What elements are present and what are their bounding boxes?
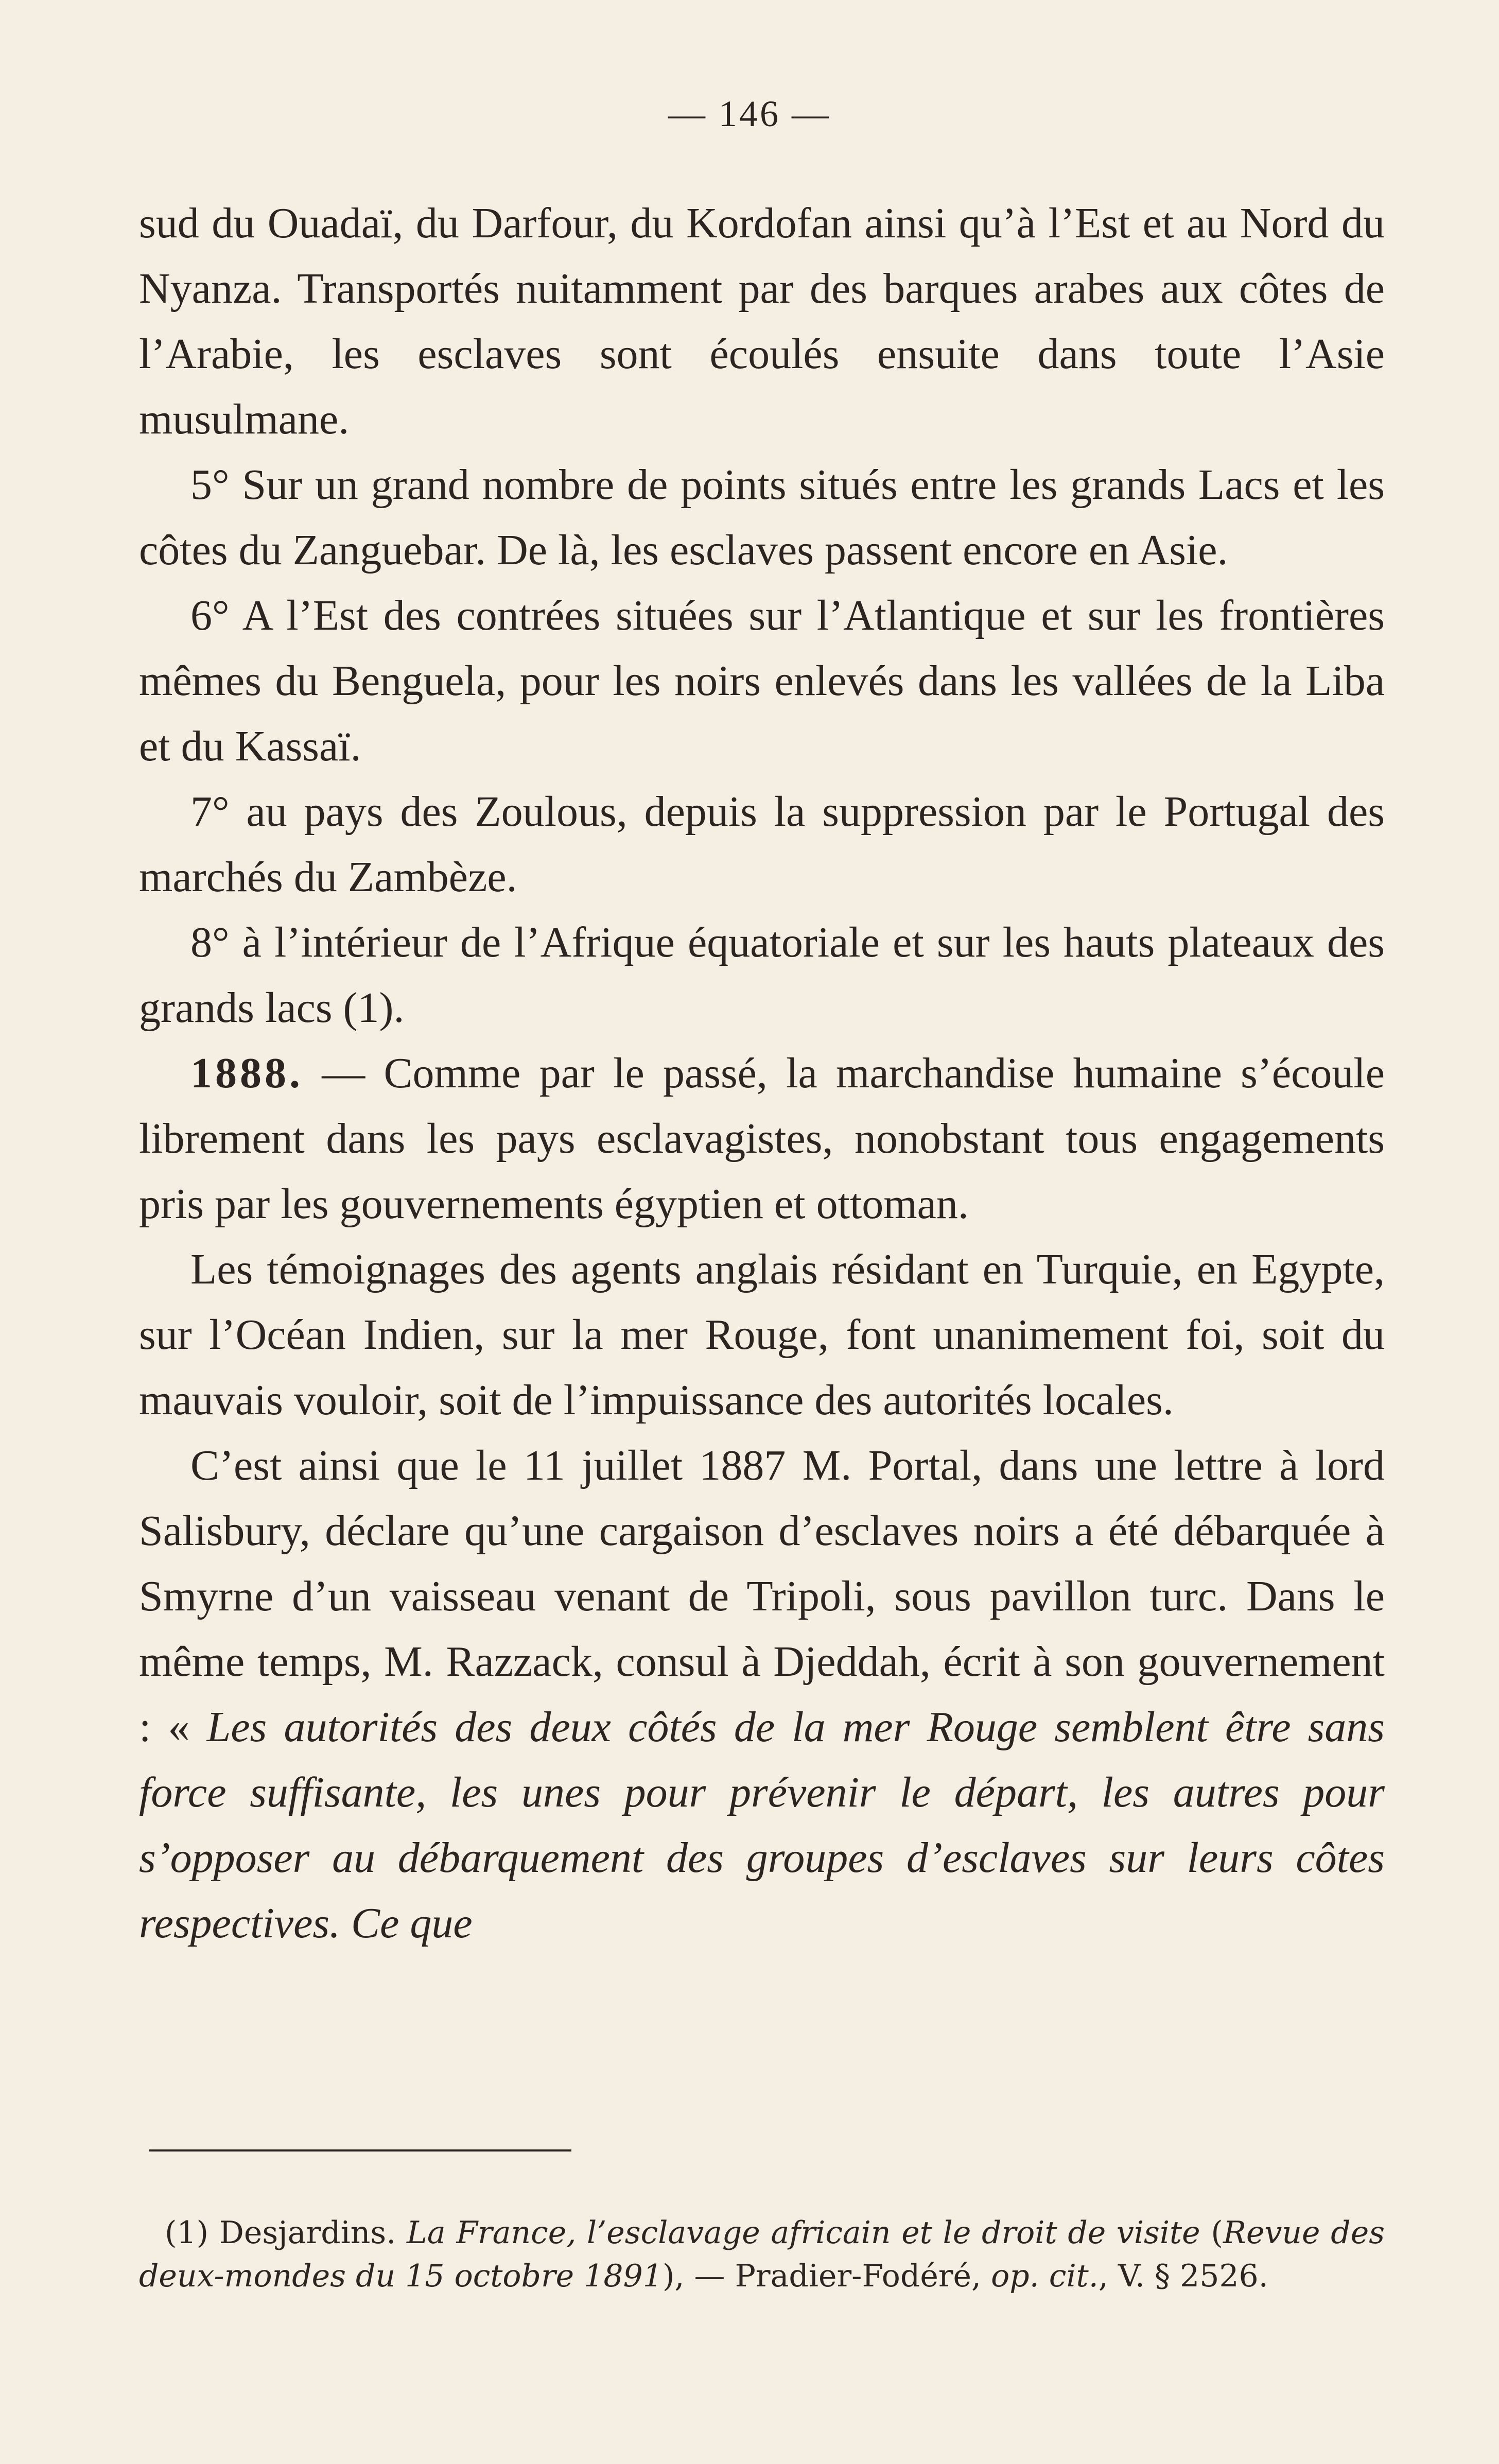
paragraph-3: 6° A l’Est des contrées situées sur l’Atlantique et sur les frontières mêmes du Benguela, pour les noirs enlevés dans les vallées de la Liba et du Kassaï. — [139, 592, 1385, 770]
paragraph-1: sud du Ouadaï, du Darfour, du Kordofan ainsi qu’à l’Est et au Nord du Nyanza. Transportés nuitamment par des barques arabes aux côtes de l’Arabie, les esclaves sont écoulés ensuite dans toute l’Asie musulmane. — [139, 199, 1385, 443]
body-text — [139, 190, 1385, 1956]
paragraph-6 — [139, 1040, 1385, 1237]
paragraph-8-quote: Les autorités des deux côtés de la mer Rouge semblent être sans force suffisante, les unes pour prévenir le départ, les autres pour s’opposer au débarquement des groupes d’esclaves sur leurs côtes respectives. Ce que — [139, 1703, 1385, 1947]
page-number: — 146 — — [668, 93, 831, 134]
footnote-prefix: (1) Desjardins. — [165, 2215, 407, 2251]
footnote-middle: ( — [1200, 2215, 1223, 2251]
paragraph-5: 8° à l’intérieur de l’Afrique équatoriale et sur les hauts plateaux des grands lacs (1). — [139, 918, 1385, 1032]
paragraph-8 — [139, 1433, 1385, 1956]
footnote-title: La France, l’esclavage africain et le droit de visite — [407, 2215, 1200, 2251]
footnote — [139, 2211, 1385, 2298]
paragraph-2: 5° Sur un grand nombre de points situés entre les grands Lacs et les côtes du Zanguebar. De là, les esclaves passent encore en Asie. — [139, 461, 1385, 574]
footnote-end: , V. § 2526. — [1098, 2258, 1268, 2294]
paragraph-4: 7° au pays des Zoulous, depuis la suppression par le Portugal des marchés du Zambèze. — [139, 788, 1385, 901]
paragraph-6-text: — Comme par le passé, la marchandise humaine s’écoule librement dans les pays esclavagistes, nonobstant tous engagements pris par les gouvernements égyptien et ottoman. — [139, 1049, 1385, 1228]
paragraph-7: Les témoignages des agents anglais résidant en Turquie, en Egypte, sur l’Océan Indien, sur la mer Rouge, font unanimement foi, soit du mauvais vouloir, soit de l’impuissance des autorités locales. — [139, 1245, 1385, 1424]
footnote-suffix: ), — Pradier-Fodéré, — [662, 2258, 991, 2294]
paragraph-8-text: C’est ainsi que le 11 juillet 1887 M. Portal, dans une lettre à lord Salisbury, déclare qu’une cargaison d’esclaves noirs a été débarquée à Smyrne d’un vaisseau venant de Tripoli, sous pavillon turc. Dans le même temps, M. Razzack, consul à Djeddah, écrit à son gouvernement : « — [139, 1442, 1385, 1751]
year-heading: 1888. — [190, 1049, 303, 1097]
footnote-source: Revue des deux-mondes du 15 octobre 1891 — [139, 2215, 1385, 2294]
footnote-text — [139, 2211, 1385, 2298]
footnote-rule — [149, 2149, 571, 2151]
footnote-op-cit: op. cit. — [991, 2258, 1099, 2294]
